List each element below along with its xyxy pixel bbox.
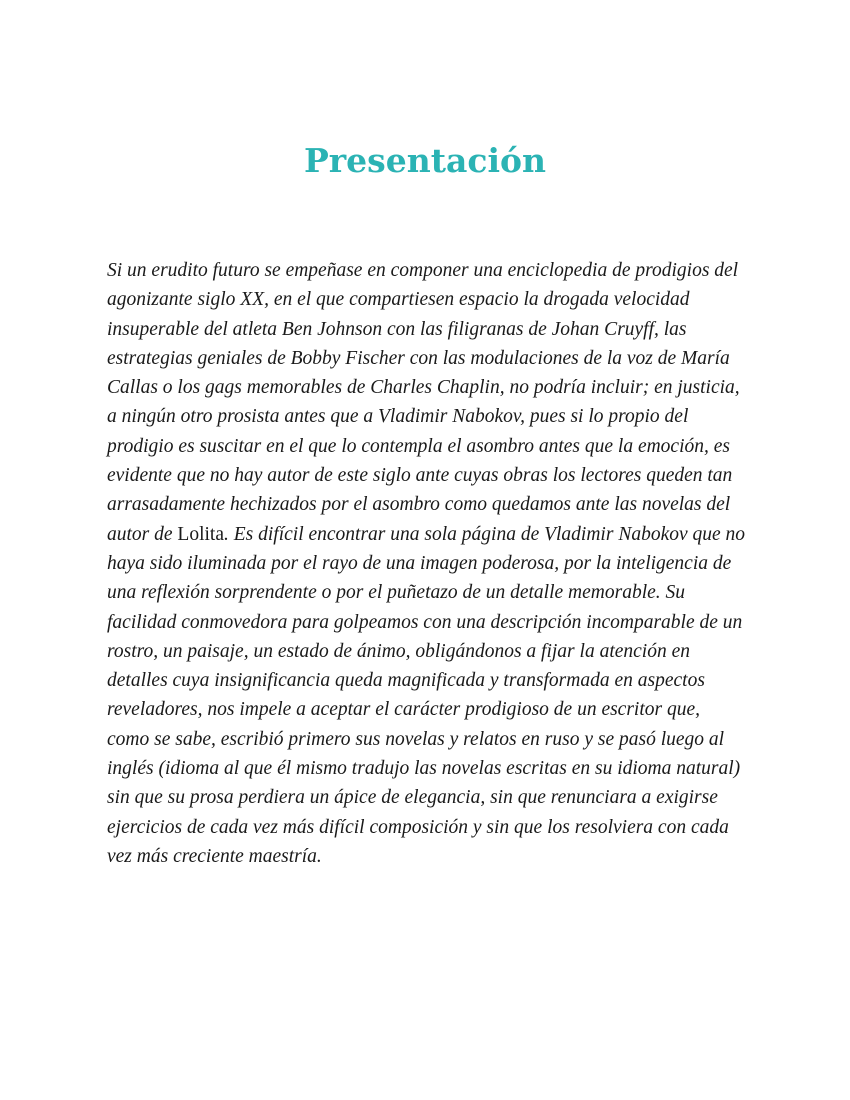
book-title: Lolita <box>177 523 224 545</box>
page-title: Presentación <box>303 141 547 180</box>
paragraph-text-part-1: Si un erudito futuro se empeñase en componer una enciclopedia de prodigios del agonizante siglo XX, en el que compartiesen espacio la drogada velocidad insuperable del atleta Ben Johnson con las filigranas de Johan Cruyff, las estrategias geniales de Bobby Fischer con las modulaciones de la voz de María Callas o los gags memorables de Charles Chaplin, no podría incluir; en justicia, a ningún otro prosista antes que a Vladimir Nabokov, pues si lo propio del prodigio es suscitar en el que lo contempla el asombro antes que la emoción, es evidente que no hay autor de este siglo ante cuyas obras los lectores queden tan arrasadamente hechizados por el asombro como quedamos ante las novelas del autor de <box>107 260 740 545</box>
paragraph-text-part-2: . Es difícil encontrar una sola página de Vladimir Nabokov que no haya sido iluminada por el rayo de una imagen poderosa, por la inteligencia de una reflexión sorprendente o por el puñetazo de un detalle memorable. Su facilidad conmovedora para golpeamos con una descripción incomparable de un rostro, un paisaje, un estado de ánimo, obligándonos a fijar la atención en detalles cuya insignificancia queda magnificada y transformada en aspectos reveladores, nos impele a aceptar el carácter prodigioso de un escritor que, como se sabe, escribió primero sus novelas y relatos en ruso y se pasó luego al inglés (idioma al que él mismo tradujo las novelas escritas en su idioma natural) sin que su prosa perdiera un ápice de elegancia, sin que renunciara a exigirse ejercicios de cada vez más difícil composición y sin que los resolviera con cada vez más creciente maestría. <box>107 523 746 867</box>
body-paragraph <box>107 256 747 871</box>
